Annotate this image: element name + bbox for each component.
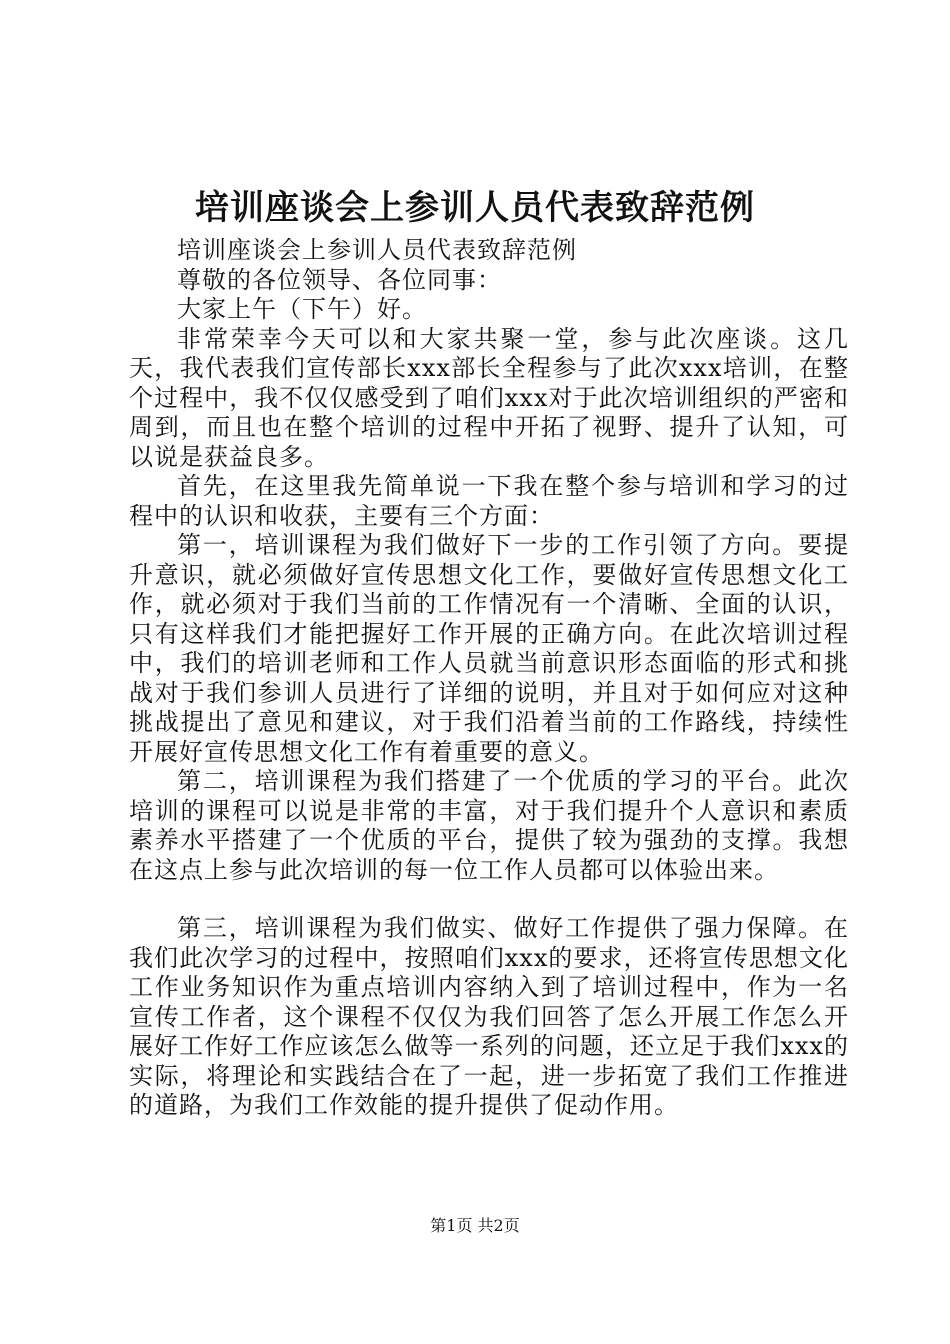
paragraph-subtitle: 培训座谈会上参训人员代表致辞范例	[177, 236, 577, 264]
paragraph-intro: 非常荣幸今天可以和大家共聚一堂，参与此次座谈。这几天，我代表我们宣传部长xxx部长全程参与了此次xxx培训，在整个过程中，我不仅仅感受到了咱们xxx对于此次培训组织的严密和周到，而且也在整个培训的过程中开拓了视野、提升了认知，可以说是获益良多。	[129, 324, 849, 471]
paragraph-overview: 首先，在这里我先简单说一下我在整个参与培训和学习的过程中的认识和收获，主要有三个方面：	[129, 472, 849, 530]
paragraph-point-three: 第三，培训课程为我们做实、做好工作提供了强力保障。在我们此次学习的过程中，按照咱们xxx的要求，还将宣传思想文化工作业务知识作为重点培训内容纳入到了培训过程中，作为一名宣传工作者，这个课程不仅仅为我们回答了怎么开展工作怎么开展好工作好工作应该怎么做等一系列的问题，还立足于我们xxx的实际，将理论和实践结合在了一起，进一步拓宽了我们工作推进的道路，为我们工作效能的提升提供了促动作用。	[129, 914, 849, 1119]
document-title: 培训座谈会上参训人员代表致辞范例	[195, 188, 755, 228]
paragraph-point-one: 第一，培训课程为我们做好下一步的工作引领了方向。要提升意识，就必须做好宣传思想文化工作，要做好宣传思想文化工作，就必须对于我们当前的工作情况有一个清晰、全面的认识，只有这样我们才能把握好工作开展的正确方向。在此次培训过程中，我们的培训老师和工作人员就当前意识形态面临的形式和挑战对于我们参训人员进行了详细的说明，并且对于如何应对这种挑战提出了意见和建议，对于我们沿着当前的工作路线，持续性开展好宣传思想文化工作有着重要的意义。	[129, 531, 849, 766]
paragraph-point-two: 第二，培训课程为我们搭建了一个优质的学习的平台。此次培训的课程可以说是非常的丰富，对于我们提升个人意识和素质素养水平搭建了一个优质的平台，提供了较为强劲的支撑。我想在这点上参与此次培训的每一位工作人员都可以体验出来。	[129, 767, 849, 884]
paragraph-greeting: 大家上午（下午）好。	[177, 295, 427, 323]
document-body	[129, 236, 849, 1121]
paragraph-salutation: 尊敬的各位领导、各位同事：	[177, 265, 502, 294]
page-number-footer: 第1页 共2页	[430, 1216, 520, 1235]
